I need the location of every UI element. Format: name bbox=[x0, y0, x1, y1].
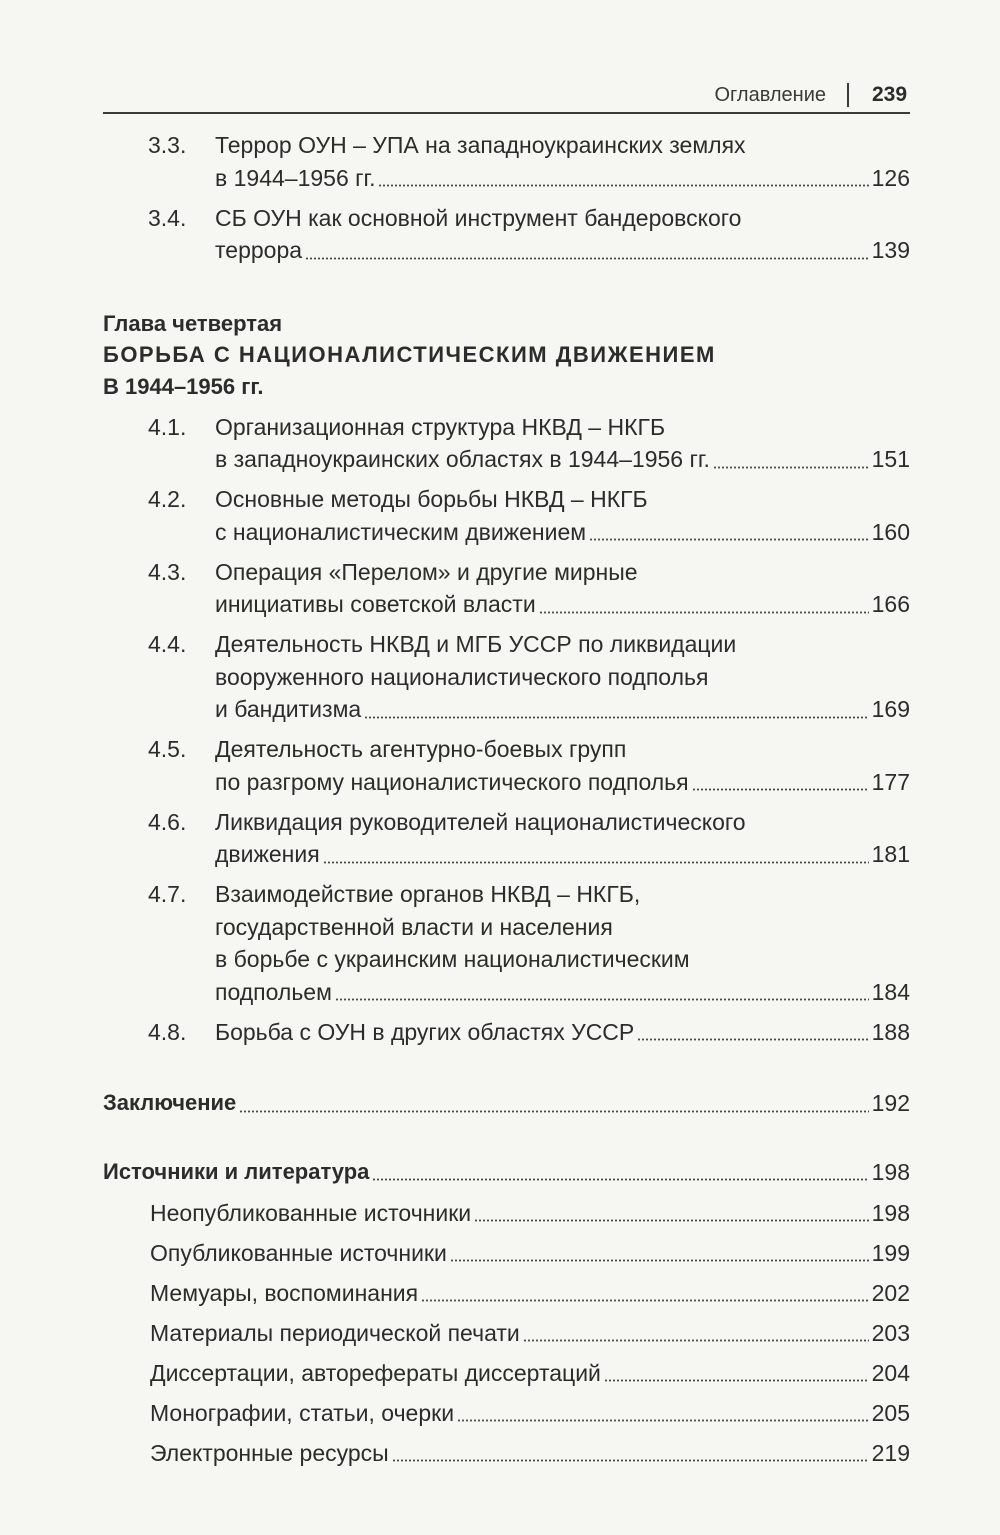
dot-leader bbox=[637, 1038, 868, 1041]
toc-entry-conclusion bbox=[0, 1087, 1000, 1120]
running-head-title: Оглавление bbox=[714, 84, 826, 106]
page-number: 151 bbox=[871, 446, 910, 472]
dot-leader bbox=[335, 998, 869, 1001]
dot-leader bbox=[239, 1110, 868, 1113]
entry-title-line: движения bbox=[215, 841, 320, 867]
entry-last-line bbox=[103, 1156, 910, 1189]
page-number: 126 bbox=[871, 164, 910, 191]
entry-title-line: Ликвидация руководителей националистического bbox=[215, 808, 746, 835]
entry-last-line bbox=[215, 588, 910, 621]
entry-last-line bbox=[215, 976, 910, 1009]
dot-leader bbox=[604, 1379, 869, 1382]
page-number: 202 bbox=[871, 1279, 910, 1306]
chapter-title-years: В 1944–1956 гг. bbox=[103, 373, 264, 399]
dot-leader bbox=[589, 538, 869, 541]
toc-subentry bbox=[0, 1317, 1000, 1350]
entry-number: 4.7. bbox=[148, 881, 187, 907]
entry-last-line bbox=[150, 1237, 910, 1270]
chapter-heading bbox=[0, 308, 1000, 403]
entry-title-line: Террор ОУН – УПА на западноукраинских землях bbox=[215, 132, 746, 158]
toc-entry-3-3 bbox=[0, 129, 1000, 194]
toc-entry-4-2 bbox=[0, 483, 1000, 548]
entry-title-line: и бандитизма bbox=[215, 696, 362, 722]
toc-entry-4-1 bbox=[0, 411, 1000, 476]
entry-number: 4.2. bbox=[148, 486, 187, 512]
subentry-title: Неопубликованные источники bbox=[150, 1199, 472, 1226]
dot-leader bbox=[421, 1299, 869, 1302]
dot-leader bbox=[323, 861, 869, 864]
entry-last-line bbox=[215, 516, 910, 549]
page-number: 188 bbox=[871, 1018, 910, 1045]
page-number: 177 bbox=[871, 768, 910, 795]
entry-title-line: в 1944–1956 гг. bbox=[215, 164, 376, 191]
entry-last-line bbox=[103, 1087, 910, 1120]
entry-title-line: государственной власти и населения bbox=[215, 913, 613, 940]
entry-last-line bbox=[150, 1317, 910, 1350]
toc-entry-4-8 bbox=[0, 1016, 1000, 1049]
entry-number: 4.6. bbox=[148, 808, 187, 835]
entry-last-line bbox=[150, 1197, 910, 1230]
entry-number: 4.1. bbox=[148, 413, 187, 440]
toc-entry-4-6 bbox=[0, 806, 1000, 871]
entry-title-line: с националистическим движением bbox=[215, 518, 587, 545]
page-number: 139 bbox=[871, 237, 910, 263]
entry-number: 4.4. bbox=[148, 631, 187, 657]
table-of-contents bbox=[0, 129, 1000, 1469]
page-number: 160 bbox=[871, 518, 910, 545]
section-title: Источники и литература bbox=[103, 1158, 370, 1184]
dot-leader bbox=[364, 716, 868, 719]
entry-last-line bbox=[150, 1277, 910, 1310]
entry-title-line: террора bbox=[215, 237, 303, 263]
entry-title-line: Взаимодействие органов НКВД – НКГБ, bbox=[215, 881, 641, 907]
entry-title-line: вооруженного националистического подполья bbox=[215, 663, 709, 690]
entry-number: 3.3. bbox=[148, 132, 187, 158]
toc-entry-4-3 bbox=[0, 556, 1000, 621]
entry-last-line bbox=[215, 162, 910, 195]
subentry-title: Мемуары, воспоминания bbox=[150, 1279, 419, 1306]
entry-last-line bbox=[215, 766, 910, 799]
subentry-title: Монографии, статьи, очерки bbox=[150, 1399, 455, 1426]
running-head-page-number: 239 bbox=[872, 83, 908, 106]
subentry-title: Электронные ресурсы bbox=[150, 1439, 389, 1466]
entry-title-line: Организационная структура НКВД – НКГБ bbox=[215, 413, 666, 440]
entry-last-line bbox=[150, 1397, 910, 1430]
subentry-title: Материалы периодической печати bbox=[150, 1319, 520, 1346]
dot-leader bbox=[692, 788, 869, 791]
entry-last-line bbox=[215, 1016, 910, 1049]
page-number: 205 bbox=[871, 1399, 910, 1426]
entry-last-line bbox=[215, 443, 910, 476]
page-number: 198 bbox=[871, 1199, 910, 1226]
entry-title-line: в западноукраинских областях в 1944–1956 гг. bbox=[215, 446, 710, 472]
toc-entry-4-4 bbox=[0, 628, 1000, 726]
section-title: Заключение bbox=[103, 1090, 237, 1115]
page-number: 198 bbox=[871, 1158, 910, 1185]
dot-leader bbox=[474, 1219, 868, 1222]
dot-leader bbox=[392, 1459, 869, 1462]
toc-subentry bbox=[0, 1397, 1000, 1430]
chapter-label: Глава четвертая bbox=[103, 310, 283, 336]
page-number: 181 bbox=[871, 841, 910, 867]
entry-title-line: Борьба с ОУН в других областях УССР bbox=[215, 1018, 635, 1045]
page-number: 199 bbox=[871, 1239, 910, 1266]
entry-last-line bbox=[150, 1357, 910, 1390]
toc-subentry bbox=[0, 1237, 1000, 1270]
page-number: 204 bbox=[871, 1359, 910, 1386]
entry-last-line bbox=[215, 234, 910, 267]
dot-leader bbox=[457, 1419, 869, 1422]
entry-last-line bbox=[215, 693, 910, 726]
page-number: 166 bbox=[871, 591, 910, 617]
entry-title-line: подпольем bbox=[215, 978, 332, 1005]
toc-entry-4-5 bbox=[0, 733, 1000, 798]
entry-title-line: Основные методы борьбы НКВД – НКГБ bbox=[215, 486, 648, 512]
running-head-separator bbox=[847, 83, 849, 107]
entry-last-line bbox=[150, 1437, 910, 1470]
page-number: 169 bbox=[871, 696, 910, 722]
entry-title-line: по разгрому националистического подполья bbox=[215, 768, 689, 795]
entry-title-line: Деятельность НКВД и МГБ УССР по ликвидации bbox=[215, 631, 737, 657]
page-number: 192 bbox=[871, 1090, 910, 1116]
page-number: 184 bbox=[871, 978, 910, 1005]
entry-title-line: в борьбе с украинским националистическим bbox=[215, 946, 690, 972]
entry-number: 4.8. bbox=[148, 1018, 187, 1045]
toc-subentry bbox=[0, 1357, 1000, 1390]
toc-entry-3-4 bbox=[0, 202, 1000, 267]
toc-subentry bbox=[0, 1437, 1000, 1470]
dot-leader bbox=[523, 1339, 869, 1342]
entry-number: 4.5. bbox=[148, 736, 187, 762]
header-rule bbox=[103, 112, 910, 114]
dot-leader bbox=[372, 1178, 868, 1181]
toc-subentry bbox=[0, 1197, 1000, 1230]
page-number: 219 bbox=[871, 1439, 910, 1466]
dot-leader bbox=[539, 611, 869, 614]
entry-title-line: Деятельность агентурно-боевых групп bbox=[215, 736, 627, 762]
chapter-title: БОРЬБА С НАЦИОНАЛИСТИЧЕСКИМ ДВИЖЕНИЕМ bbox=[103, 342, 716, 367]
entry-title-line: СБ ОУН как основной инструмент бандеровского bbox=[215, 204, 742, 231]
entry-number: 4.3. bbox=[148, 558, 187, 585]
entry-title-line: инициативы советской власти bbox=[215, 591, 536, 617]
subentry-title: Диссертации, авторефераты диссертаций bbox=[150, 1359, 601, 1386]
toc-entry-4-7 bbox=[0, 878, 1000, 1008]
dot-leader bbox=[305, 257, 869, 260]
dot-leader bbox=[713, 466, 869, 469]
toc-entry-sources bbox=[0, 1156, 1000, 1189]
dot-leader bbox=[378, 184, 868, 187]
toc-subentry bbox=[0, 1277, 1000, 1310]
subentry-title: Опубликованные источники bbox=[150, 1239, 447, 1266]
page-number: 203 bbox=[871, 1319, 910, 1346]
entry-number: 3.4. bbox=[148, 204, 187, 231]
entry-last-line bbox=[215, 838, 910, 871]
dot-leader bbox=[450, 1259, 869, 1262]
entry-title-line: Операция «Перелом» и другие мирные bbox=[215, 558, 638, 585]
